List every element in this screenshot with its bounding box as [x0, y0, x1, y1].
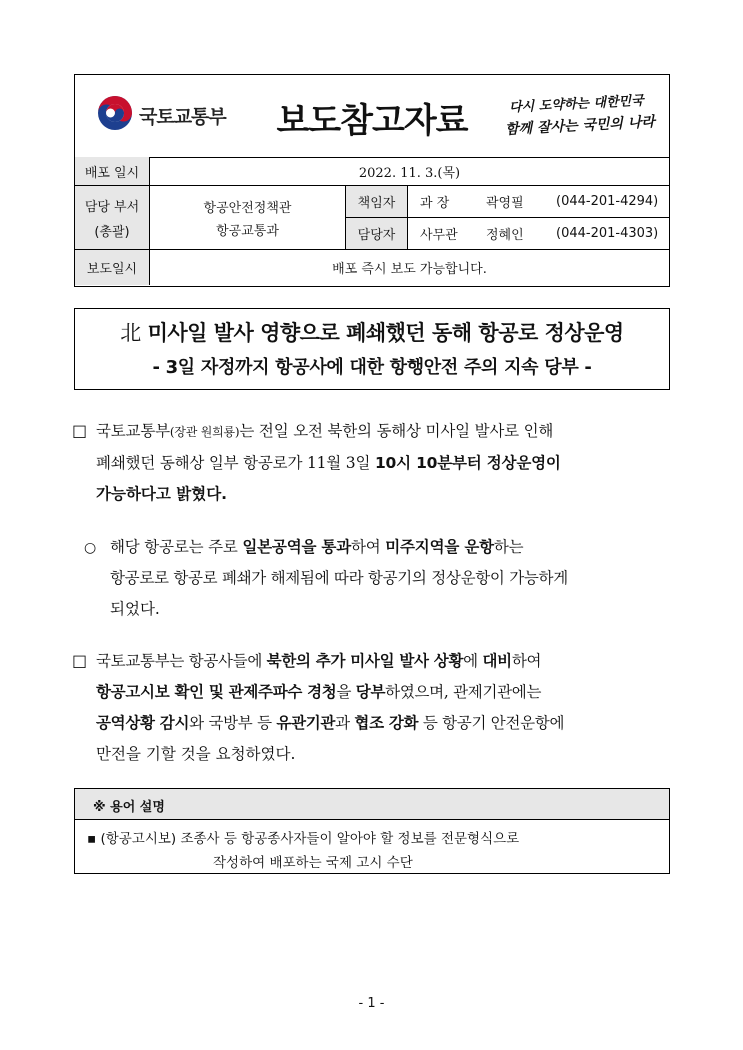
- p3-bold-2: 대비: [482, 652, 512, 670]
- square-bullet-icon: □: [72, 421, 88, 440]
- press-header: [74, 74, 670, 287]
- distribution-value: 2022. 11. 3.(목): [149, 157, 669, 185]
- circle-bullet-icon: ○: [84, 540, 97, 556]
- p1-minister: (장관 원희룡): [169, 425, 240, 439]
- p3-text-e: 하였으며, 관제기관에는: [385, 683, 542, 701]
- p1-line-2: [96, 448, 676, 479]
- headline-sub: - 3일 자정까지 항공사에 대한 항행안전 주의 지속 당부 -: [152, 357, 592, 378]
- dept-label: 담당 부서: [84, 199, 140, 215]
- p3-bold-5: 공역상황 감시: [96, 714, 190, 732]
- p2-text-b: 하여: [350, 538, 386, 556]
- p3-line-2: [96, 677, 676, 708]
- p2-line-1: [110, 532, 676, 563]
- p2-text-c: 하는: [493, 538, 524, 556]
- p3-line-3: [96, 708, 676, 739]
- paragraph-2: [110, 532, 676, 625]
- contact-role-1: 책임자: [345, 185, 407, 217]
- p3-bold-7: 협조 강화: [354, 714, 419, 732]
- document-title: 보도참고자료: [276, 101, 468, 141]
- glossary-line-2: 작성하여 배포하는 국제 고시 수단: [213, 855, 413, 871]
- p2-bold-1: 일본공역을 통과: [242, 538, 351, 556]
- p3-text-b: 에: [463, 652, 483, 670]
- p3-text-f: 와 국방부 등: [189, 714, 277, 732]
- p3-bold-1: 북한의 추가 미사일 발사 상황: [266, 652, 464, 670]
- headline-box: [74, 308, 670, 390]
- p2-text-a: 해당 항공로는 주로: [110, 538, 243, 556]
- headline-main: [75, 317, 669, 347]
- dept-office: 항공안전정책관: [203, 200, 292, 216]
- contact-title-2: 사무관: [420, 228, 458, 243]
- headline-prefix: 北: [120, 321, 141, 345]
- p1-bold-2: 가능하다고 밝혔다.: [96, 485, 228, 503]
- glossary-title: ※ 용어 설명: [93, 800, 165, 815]
- p3-text-g: 과: [335, 714, 355, 732]
- contact-row-1: [407, 185, 669, 217]
- p3-bold-6: 유관기관: [276, 714, 336, 732]
- p2-line-2: 항공로로 항공로 폐쇄가 해제됨에 따라 항공기의 정상운항이 가능하게: [110, 569, 568, 587]
- dept-label-cell: [75, 185, 149, 249]
- page-number: - 1 -: [358, 996, 385, 1011]
- glossary-body: [87, 827, 519, 875]
- government-slogan: [501, 91, 656, 143]
- distribution-label: 배포 일시: [75, 157, 149, 185]
- release-label: 보도일시: [75, 249, 149, 285]
- p3-line-4: 만전을 기할 것을 요청하였다.: [96, 745, 296, 763]
- release-value: 배포 즉시 보도 가능합니다.: [149, 249, 669, 285]
- p2-line-3: 되었다.: [110, 600, 160, 618]
- p1-bold-1: 10시 10분부터 정상운영이: [374, 454, 561, 472]
- p1-ministry: 국토교통부: [96, 422, 170, 440]
- paragraph-1: [96, 416, 676, 510]
- contact-phone-2: (044-201-4303): [556, 226, 659, 241]
- dept-sub-label: (총괄): [94, 224, 130, 240]
- contact-name-2: 정혜인: [486, 228, 524, 243]
- glossary-line-1: ▪ (항공고시보) 조종사 등 항공종사자들이 알아야 할 정보를 전문형식으로: [87, 831, 520, 847]
- glossary-box: [74, 788, 670, 874]
- square-bullet-icon: □: [72, 651, 88, 670]
- paragraph-3: [96, 646, 676, 770]
- glossary-header: [75, 789, 669, 820]
- dept-value-cell: [149, 185, 345, 249]
- p3-text-c: 하여: [511, 652, 542, 670]
- slogan-line-2: 함께 잘사는 국민의 나라: [504, 114, 656, 138]
- contact-phone-1: (044-201-4294): [556, 194, 659, 209]
- p2-bold-2: 미주지역을 운항: [385, 538, 494, 556]
- p1-line-1: [96, 416, 676, 448]
- contact-title-1: 과 장: [420, 196, 450, 211]
- p1-line-3: [96, 479, 676, 510]
- p1-text-c: 폐쇄했던 동해상 일부 항공로가 11월 3일: [96, 454, 375, 472]
- p3-bold-4: 당부: [355, 683, 386, 701]
- p3-line-1: [96, 646, 676, 677]
- headline-text: 미사일 발사 영향으로 폐쇄했던 동해 항공로 정상운영: [147, 321, 624, 345]
- p3-bold-3: 항공고시보 확인 및 관제주파수 경청: [96, 683, 337, 701]
- contact-row-2: [407, 217, 669, 249]
- p3-text-d: 을: [336, 683, 356, 701]
- contact-role-2: 담당자: [345, 217, 407, 249]
- ministry-name: 국토교통부: [139, 106, 226, 128]
- dept-division: 항공교통과: [216, 223, 279, 239]
- title-row: [75, 75, 669, 158]
- p3-text-a: 국토교통부는 항공사들에: [96, 652, 267, 670]
- p3-text-h: 등 항공기 안전운항에: [418, 714, 565, 732]
- slogan-line-1: 다시 도약하는 대한민국: [508, 93, 645, 116]
- p1-text-b: 는 전일 오전 북한의 동해상 미사일 발사로 인해: [239, 422, 554, 440]
- contact-name-1: 곽영필: [486, 196, 524, 211]
